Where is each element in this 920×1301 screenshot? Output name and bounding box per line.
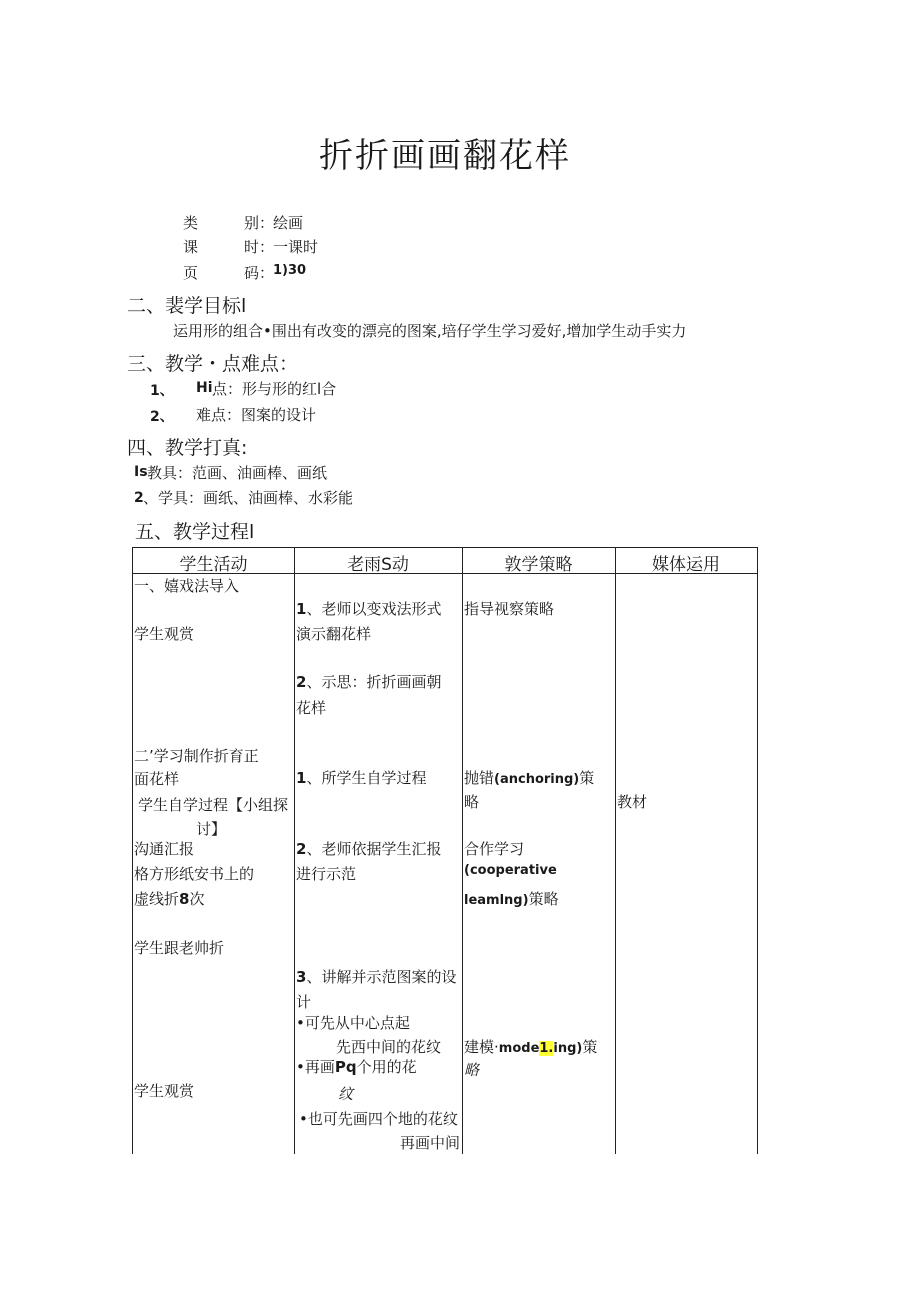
teacher-cell: 先西中间的花纹 [336,1038,442,1056]
media-cell: 教材 [617,793,648,811]
student-cell: 学生观赏 [134,625,195,643]
student-cell: 讨】 [196,820,227,838]
tools-1-num: Is [134,464,148,480]
tools-1-text: 教具：范画、油画棒、画纸 [147,464,328,482]
strategy-cell: 略 [464,793,480,811]
category-value: 绘画 [273,214,304,232]
teacher-cell: 纹 [338,1085,354,1103]
header-student-activity: 学生活动 [179,555,248,575]
col-divider [294,548,295,1154]
student-cell: 学生跟老帅折 [134,939,225,957]
section-objectives-text: 运用形的组合•围出有改变的漂亮的图案,培仔学生学习爱好,增加学生动手实力 [173,322,687,340]
student-cell: 面花样 [134,770,180,788]
keypoint-1-text: 点：形与形的红l合 [212,380,337,398]
tools-2-num: 2 [134,490,144,506]
teacher-cell: 1、老师以变戏法形式 [296,600,442,618]
strategy-cell: 略 [464,1061,480,1079]
teacher-cell: •也可先画四个地的花纹 [299,1110,458,1128]
col-divider [462,548,463,1154]
teacher-cell: 2、老师依据学生汇报 [296,840,442,858]
page-value: 1)30 [273,263,307,278]
student-cell: 学生观赏 [134,1082,195,1100]
section-process-title: 五、教学过程l [135,521,255,543]
student-cell: 沟通汇报 [134,840,195,858]
teacher-cell: 花样 [296,699,327,717]
teacher-cell: 2、示思：折折画画朝 [296,673,442,691]
strategy-cell: leamlng)策略 [464,890,559,908]
section-objectives-title: 二、裴学目标l [127,295,247,317]
teacher-cell: 进行示范 [296,865,357,883]
teacher-cell: 3、讲解并示范图案的设 [296,968,457,986]
page-label-suffix: 码： [244,264,275,282]
lesson-value: 一课时 [273,238,319,256]
strategy-cell: (cooperative [464,863,557,878]
strategy-cell: 指导视察策略 [464,600,555,618]
lesson-label: 课 [183,238,199,256]
keypoint-2-num: 2、 [150,409,174,425]
student-cell: 二’学习制作折育正 [134,747,259,765]
header-media: 媒体运用 [652,555,720,575]
category-label: 类 [183,214,199,232]
teacher-cell: •可先从中心点起 [296,1014,410,1032]
keypoint-1-num: 1、 [150,383,174,399]
student-cell: 虚线折8次 [134,890,205,908]
student-cell: 学生自学过程【小组探 [138,796,289,814]
keypoint-2-text: 难点：图案的设计 [196,406,317,424]
lesson-label-suffix: 时： [244,238,275,256]
teacher-cell: 演示翻花样 [296,625,372,643]
strategy-cell: 建模·mode1.ing)策 [464,1038,598,1056]
page-title: 折折画画翻花样 [319,136,571,176]
teacher-cell: 1、所学生自学过程 [296,769,427,787]
strategy-cell: 抛错(anchoring)策 [464,769,595,787]
student-cell: 格方形纸安书上的 [134,865,255,883]
teacher-cell: 再画中间 [400,1134,461,1152]
header-strategy: 敦学策略 [504,555,573,575]
strategy-cell: 合作学习 [464,840,525,858]
category-label-suffix: 别： [244,214,275,232]
process-table [132,547,758,1154]
student-cell: 一、嬉戏法导入 [134,577,240,595]
teacher-cell: 计 [296,993,312,1011]
keypoint-1-prefix: Hi [196,380,213,396]
section-tools-title: 四、教学打真: [127,437,248,459]
section-keypoints-title: 三、教学・点难点： [127,353,299,375]
col-divider [615,548,616,1154]
teacher-cell: •再画Pq个用的花 [296,1058,417,1076]
tools-2-text: 、学具：画纸、油画棒、水彩能 [143,489,354,507]
page-label: 页 [183,264,199,282]
header-teacher-activity: 老雨S动 [347,555,409,575]
